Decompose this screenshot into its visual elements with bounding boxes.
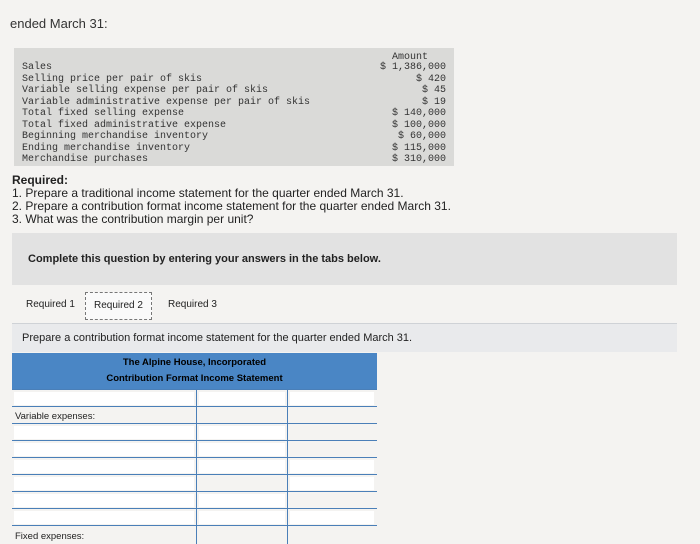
required-section: [12, 174, 451, 226]
data-row-label: Variable administrative expense per pair of skis: [22, 96, 311, 108]
data-row-value: $ 100,000: [391, 119, 446, 131]
data-row: [22, 85, 446, 96]
data-row: [22, 108, 446, 119]
data-row-label: Selling price per pair of skis: [22, 73, 203, 85]
table-row: [12, 457, 377, 475]
data-row-value: $ 140,000: [391, 108, 446, 119]
data-row: [22, 154, 446, 165]
amount-input[interactable]: [199, 443, 285, 456]
prompt-text: Prepare a contribution format income statement for the quarter ended March 31.: [22, 332, 413, 344]
total-input[interactable]: [290, 392, 374, 405]
line-item-label-input[interactable]: [14, 443, 194, 456]
total-input[interactable]: [290, 477, 374, 490]
required-item-1: 1. Prepare a traditional income statement for the quarter ended March 31.: [12, 186, 404, 200]
page-heading: ended March 31:: [10, 16, 108, 31]
statement-title: Contribution Format Income Statement: [106, 373, 283, 384]
table-row: [12, 491, 377, 509]
amount-input[interactable]: [199, 511, 285, 524]
data-row: [22, 131, 446, 142]
table-row: [12, 423, 377, 441]
data-row-value: $ 45: [421, 85, 446, 96]
instruction-text: Complete this question by entering your answers in the tabs below.: [28, 253, 381, 265]
line-item-label-input[interactable]: [14, 426, 194, 439]
table-row: [12, 440, 377, 458]
given-data-table: [14, 48, 454, 166]
data-row-value: $ 19: [421, 96, 446, 108]
amount-input[interactable]: [199, 392, 285, 405]
data-row-label: Variable selling expense per pair of skis: [22, 85, 269, 96]
prompt-banner: [12, 323, 677, 352]
amount-column-header: Amount: [391, 52, 428, 63]
data-row-label: Beginning merchandise inventory: [22, 131, 209, 142]
table-row: [12, 525, 377, 544]
line-item-label-input[interactable]: [14, 392, 194, 405]
data-row-value: $ 420: [415, 73, 446, 85]
data-row-label: Total fixed administrative expense: [22, 119, 227, 131]
data-row-value: $ 310,000: [391, 154, 446, 165]
data-row: [22, 74, 446, 85]
fixed-expenses-label: Fixed expenses:: [15, 531, 85, 542]
tab-required-2[interactable]: Required 2: [85, 292, 152, 320]
table-row: [12, 474, 377, 492]
line-item-label-input[interactable]: [14, 494, 194, 507]
data-row: [22, 62, 446, 73]
amount-input[interactable]: [199, 494, 285, 507]
data-row-label: Ending merchandise inventory: [22, 142, 191, 154]
required-item-3: 3. What was the contribution margin per unit?: [12, 212, 254, 226]
data-row-value: $ 60,000: [397, 131, 446, 142]
data-row: [22, 143, 446, 154]
data-row: [22, 120, 446, 131]
table-row: [12, 406, 377, 424]
instruction-banner: [12, 233, 677, 285]
data-row-label: Merchandise purchases: [22, 154, 149, 165]
amount-input[interactable]: [199, 426, 285, 439]
required-item-2: 2. Prepare a contribution format income statement for the quarter ended March 31.: [12, 199, 451, 213]
tab-required-3[interactable]: Required 3: [160, 292, 225, 318]
data-row-value: $ 1,386,000: [379, 62, 446, 73]
line-item-label-input[interactable]: [14, 511, 194, 524]
table-row: [12, 508, 377, 526]
variable-expenses-label: Variable expenses:: [15, 411, 96, 422]
required-title: Required:: [12, 173, 69, 187]
line-item-label-input[interactable]: [14, 460, 194, 473]
total-input[interactable]: [290, 511, 374, 524]
data-row-label: Sales: [22, 62, 53, 73]
tab-required-1[interactable]: Required 1: [18, 292, 83, 318]
company-name: The Alpine House, Incorporated: [122, 357, 267, 368]
table-row: [12, 389, 377, 407]
data-row: [22, 97, 446, 108]
statement-header: [12, 353, 377, 389]
data-row-label: Total fixed selling expense: [22, 108, 185, 119]
amount-input[interactable]: [199, 460, 285, 473]
total-input[interactable]: [290, 460, 374, 473]
line-item-label-input[interactable]: [14, 477, 194, 490]
data-row-value: $ 115,000: [391, 142, 446, 154]
